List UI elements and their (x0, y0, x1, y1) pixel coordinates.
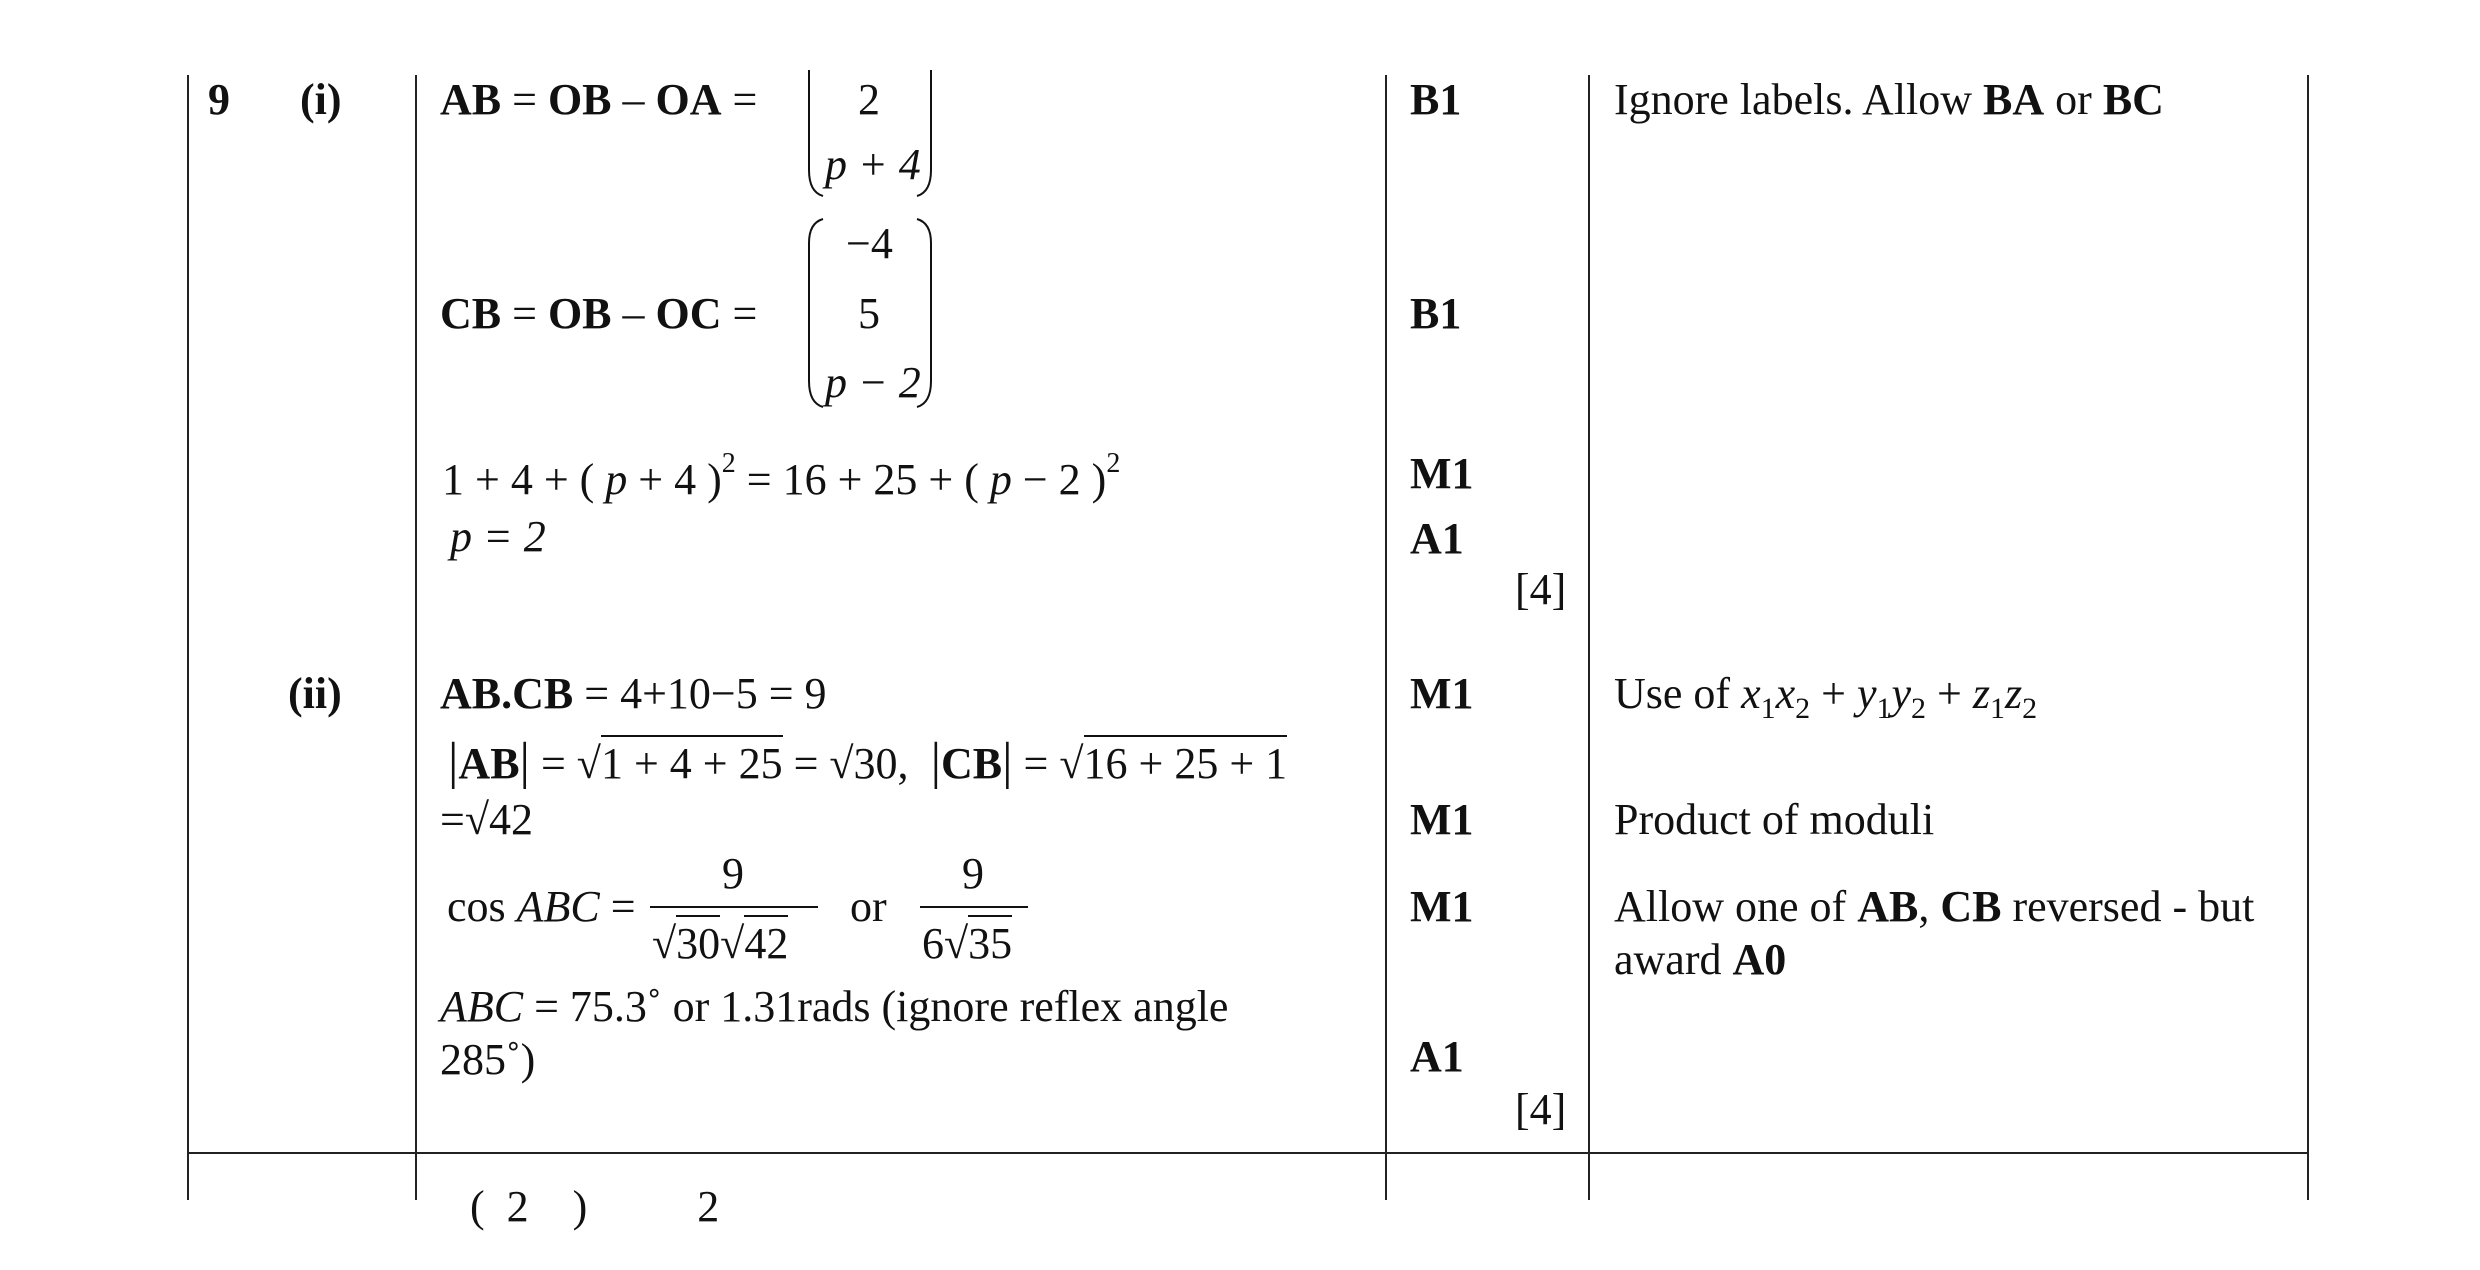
part-ii-label: (ii) (288, 669, 342, 718)
table-border-col3 (1385, 75, 1387, 1200)
next-row-fragment: ( 2 ) 2 (470, 1182, 720, 1231)
vector-cb-entry-1: −4 (846, 219, 893, 268)
fraction-1-bar (650, 906, 818, 908)
p-solution: p = 2 (450, 512, 546, 561)
fraction-2-bar (920, 906, 1028, 908)
table-border-col2 (415, 75, 417, 1200)
mark-i-1: B1 (1410, 75, 1462, 124)
guidance-ii-3: Allow one of AB, CB reversed - but (1614, 882, 2255, 931)
guidance-ii-3-cont: award A0 (1614, 935, 1787, 984)
vector-cb-entry-2: 5 (858, 289, 880, 338)
next-row-clip (440, 1182, 940, 1231)
cb-equation-lhs: CB = OB – OC = (440, 289, 758, 338)
table-border-right (2307, 75, 2309, 1200)
question-number: 9 (208, 75, 230, 124)
mark-ii-3: M1 (1410, 882, 1474, 931)
magnitude-equation: 1 + 4 + ( p + 4 )$^2$ = 16 + 25 + ( p − 2 )$^2$ (442, 448, 1121, 504)
guidance-i: Ignore labels. Allow BA or BC (1614, 75, 2164, 124)
table-border-col4 (1588, 75, 1590, 1200)
vector-cb-entry-3: p − 2 (825, 358, 921, 407)
mark-ii-2: M1 (1410, 795, 1474, 844)
part-i-label: (i) (300, 75, 342, 124)
mark-ii-1: M1 (1410, 669, 1474, 718)
ab-equation-lhs: AB = OB – OA = (440, 75, 758, 124)
angle-answer-line-2: 285˚) (440, 1035, 536, 1084)
vector-ab-entry-1: 2 (858, 75, 880, 124)
fraction-2-numerator: 9 (962, 849, 984, 898)
moduli-line: |AB| = √1 + 4 + 25 = √30, |CB| = √16 + 25 + 1 (448, 733, 1288, 790)
row-divider (187, 1152, 2309, 1154)
table-border-left (187, 75, 189, 1200)
fraction-1-numerator: 9 (722, 849, 744, 898)
fraction-2-denominator: 6√35 (922, 922, 1012, 966)
vector-ab-entry-2: p + 4 (825, 140, 921, 189)
mark-i-2: B1 (1410, 289, 1462, 338)
total-i: [4] (1515, 565, 1567, 614)
or-word: or (850, 882, 887, 931)
dot-product: AB.CB = 4+10−5 = 9 (440, 669, 827, 718)
guidance-ii-1: Use of $x_1x_2 + y_1y_2 + z_1z_2$ (1614, 669, 2038, 725)
mark-ii-4: A1 (1410, 1032, 1464, 1081)
moduli-continuation: =√42 (440, 795, 533, 844)
total-ii: [4] (1515, 1085, 1567, 1134)
angle-answer-line-1: ABC = 75.3˚ or 1.31rads (ignore reflex angle (440, 982, 1229, 1031)
mark-i-4: A1 (1410, 514, 1464, 563)
guidance-ii-2: Product of moduli (1614, 795, 1935, 844)
mark-i-3: M1 (1410, 449, 1474, 498)
fraction-1-denominator: √30√42 (652, 922, 788, 966)
cos-equation: cos ABC = (447, 882, 636, 931)
